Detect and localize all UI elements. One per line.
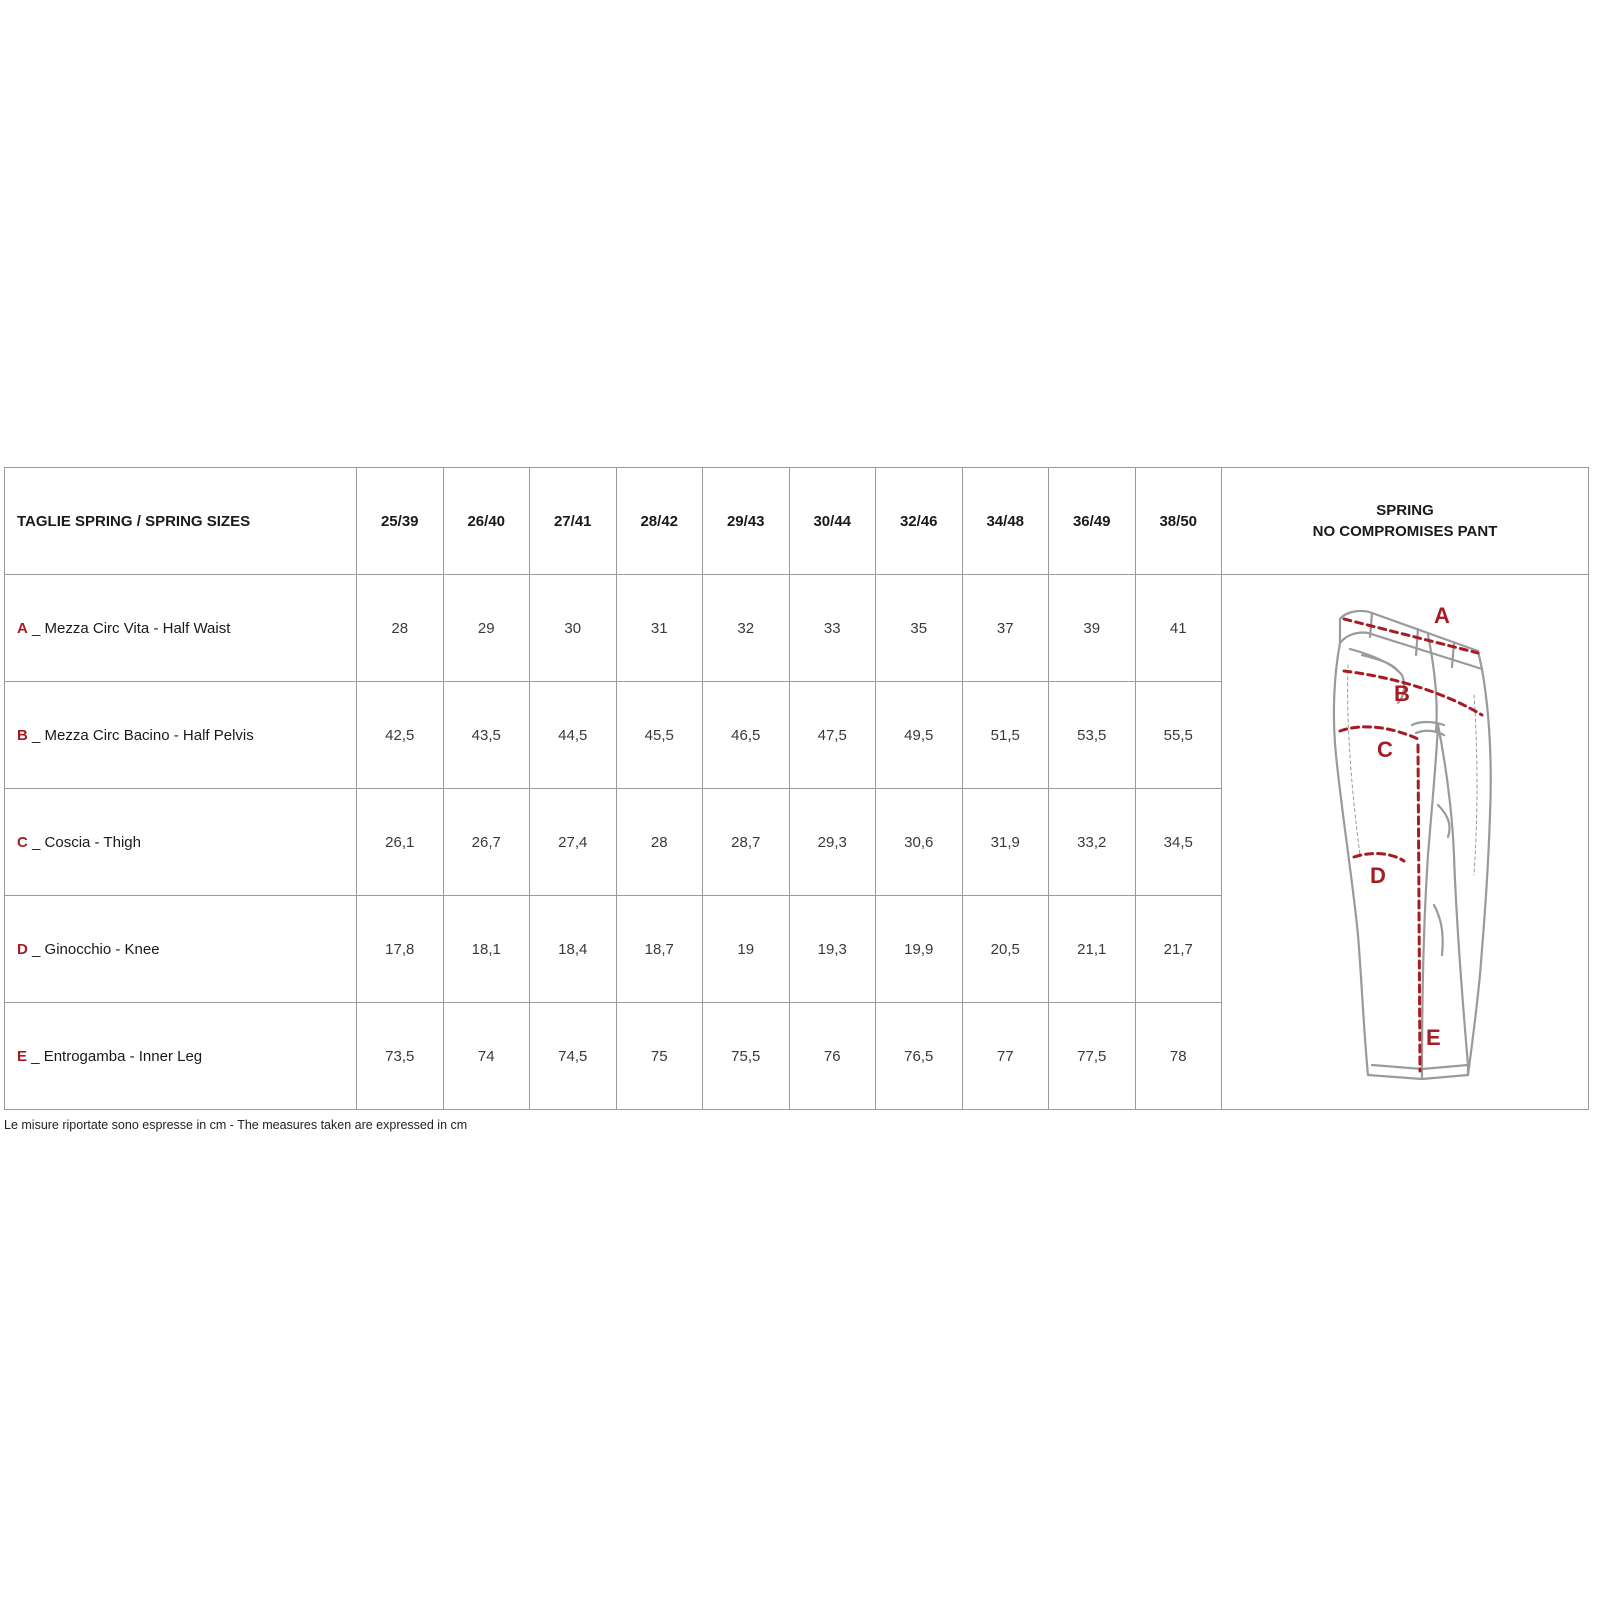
measurement-value: 26,7 <box>443 789 530 896</box>
measurement-value: 31,9 <box>962 789 1049 896</box>
product-title-line1: SPRING <box>1376 502 1434 519</box>
measurement-value: 42,5 <box>357 682 444 789</box>
measurement-letter: A <box>17 619 28 637</box>
measurement-value: 29 <box>443 575 530 682</box>
measurement-value: 30 <box>530 575 617 682</box>
measurement-label <box>5 575 357 682</box>
letter-d: D <box>1370 863 1386 888</box>
measurement-name: _ Ginocchio - Knee <box>32 940 160 958</box>
measurement-value: 29,3 <box>789 789 876 896</box>
measurement-name: _ Entrogamba - Inner Leg <box>31 1047 203 1065</box>
letter-e: E <box>1426 1025 1441 1050</box>
product-title <box>1222 468 1589 575</box>
guide-pelvis <box>1344 671 1482 715</box>
measurement-value: 41 <box>1135 575 1222 682</box>
measurement-value: 34,5 <box>1135 789 1222 896</box>
size-header: 38/50 <box>1135 468 1222 575</box>
size-header: 27/41 <box>530 468 617 575</box>
measurement-label <box>5 1003 357 1110</box>
guide-knee <box>1354 854 1404 861</box>
measurement-value: 33 <box>789 575 876 682</box>
measurement-value: 31 <box>616 575 703 682</box>
measurement-value: 49,5 <box>876 682 963 789</box>
measurement-value: 32 <box>703 575 790 682</box>
measurement-value: 74 <box>443 1003 530 1110</box>
measurement-value: 28,7 <box>703 789 790 896</box>
footnote: Le misure riportate sono espresse in cm - The measures taken are expressed in cm <box>4 1118 468 1132</box>
measurement-value: 37 <box>962 575 1049 682</box>
size-header: 29/43 <box>703 468 790 575</box>
measurement-value: 45,5 <box>616 682 703 789</box>
measurement-letter: D <box>17 940 28 958</box>
measurement-value: 28 <box>616 789 703 896</box>
measurement-value: 18,1 <box>443 896 530 1003</box>
measurement-value: 35 <box>876 575 963 682</box>
measurement-row <box>5 575 1589 682</box>
measurement-value: 33,2 <box>1049 789 1136 896</box>
measurement-value: 27,4 <box>530 789 617 896</box>
measurement-value: 51,5 <box>962 682 1049 789</box>
letter-a: A <box>1434 603 1450 628</box>
pant-outline <box>1334 611 1491 1079</box>
measurement-value: 73,5 <box>357 1003 444 1110</box>
measurement-value: 75,5 <box>703 1003 790 1110</box>
pant-diagram <box>1222 575 1588 1105</box>
measurement-value: 78 <box>1135 1003 1222 1110</box>
measurement-label <box>5 789 357 896</box>
measurement-value: 30,6 <box>876 789 963 896</box>
measurement-value: 18,4 <box>530 896 617 1003</box>
measurement-value: 19 <box>703 896 790 1003</box>
size-header: 28/42 <box>616 468 703 575</box>
guide-waist <box>1344 619 1478 653</box>
size-header: 36/49 <box>1049 468 1136 575</box>
measurement-value: 18,7 <box>616 896 703 1003</box>
measurement-guides <box>1340 619 1482 1071</box>
measurement-value: 47,5 <box>789 682 876 789</box>
measurement-letter: C <box>17 833 28 851</box>
measurement-value: 77 <box>962 1003 1049 1110</box>
measurement-value: 19,9 <box>876 896 963 1003</box>
measurement-label <box>5 896 357 1003</box>
letter-c: C <box>1377 737 1393 762</box>
measurement-value: 21,1 <box>1049 896 1136 1003</box>
measurement-value: 74,5 <box>530 1003 617 1110</box>
size-header: 34/48 <box>962 468 1049 575</box>
sizes-header-label: TAGLIE SPRING / SPRING SIZES <box>5 468 357 575</box>
measurement-value: 20,5 <box>962 896 1049 1003</box>
measurement-value: 76,5 <box>876 1003 963 1110</box>
pant-diagram-cell <box>1222 575 1589 1110</box>
measurement-letters <box>1370 603 1450 1050</box>
size-chart-table <box>4 467 1589 1110</box>
size-header: 32/46 <box>876 468 963 575</box>
measurement-value: 26,1 <box>357 789 444 896</box>
guide-inner-leg <box>1418 745 1420 1071</box>
measurement-value: 77,5 <box>1049 1003 1136 1110</box>
measurement-value: 43,5 <box>443 682 530 789</box>
size-header: 30/44 <box>789 468 876 575</box>
measurement-value: 28 <box>357 575 444 682</box>
measurement-value: 21,7 <box>1135 896 1222 1003</box>
measurement-letter: B <box>17 726 28 744</box>
measurement-value: 46,5 <box>703 682 790 789</box>
product-title-line2: NO COMPROMISES PANT <box>1312 523 1498 540</box>
measurement-value: 55,5 <box>1135 682 1222 789</box>
measurement-value: 75 <box>616 1003 703 1110</box>
measurement-value: 17,8 <box>357 896 444 1003</box>
measurement-value: 76 <box>789 1003 876 1110</box>
header-row <box>5 468 1589 575</box>
letter-b: B <box>1394 681 1410 706</box>
measurement-value: 39 <box>1049 575 1136 682</box>
measurement-value: 53,5 <box>1049 682 1136 789</box>
size-header: 26/40 <box>443 468 530 575</box>
measurement-name: _ Mezza Circ Bacino - Half Pelvis <box>32 726 254 744</box>
measurement-name: _ Coscia - Thigh <box>32 833 141 851</box>
measurement-letter: E <box>17 1047 28 1065</box>
size-header: 25/39 <box>357 468 444 575</box>
measurement-label <box>5 682 357 789</box>
measurement-value: 19,3 <box>789 896 876 1003</box>
measurement-name: _ Mezza Circ Vita - Half Waist <box>32 619 231 637</box>
measurement-value: 44,5 <box>530 682 617 789</box>
